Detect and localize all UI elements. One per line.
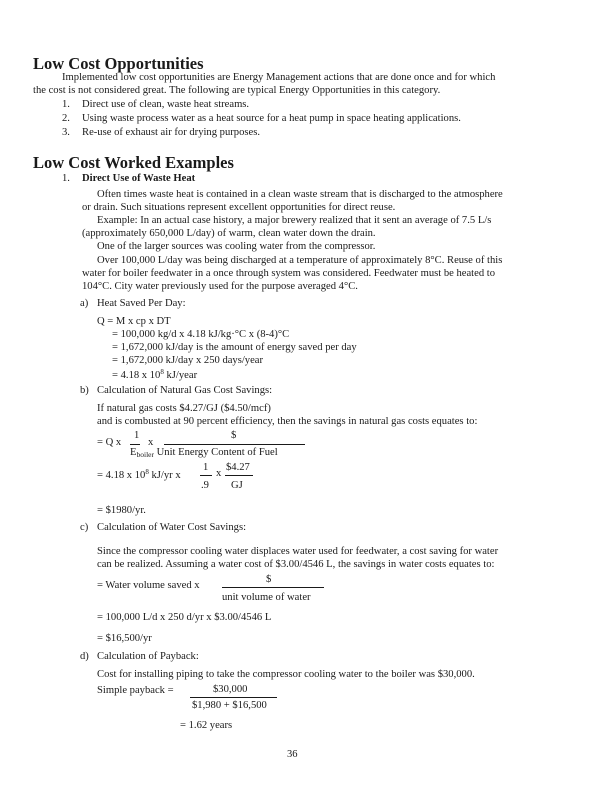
fraction-bar: [222, 587, 324, 588]
water-equation-1-numerator: $: [266, 574, 272, 585]
water-savings-result: = $16,500/yr: [97, 633, 152, 644]
heat-equation-q: Q = M x cp x DT: [97, 316, 171, 327]
gas-cost-text-1: If natural gas costs $4.27/GJ ($4.50/mcf): [97, 403, 271, 414]
opportunity-item-2: [62, 113, 461, 126]
payback-denominator: $1,980 + $16,500: [192, 700, 267, 711]
part-c-heading: [80, 522, 247, 535]
paragraph-4-line-3: 104°C. City water previously used for the purpose averaged 4°C.: [82, 281, 358, 292]
part-label: d): [80, 651, 89, 662]
part-label: c): [80, 522, 89, 533]
section-title-low-cost-opportunities: Low Cost Opportunities: [33, 54, 204, 73]
payback-text: Cost for installing piping to take the compressor cooling water to the boiler was $30,000.: [97, 669, 475, 680]
gas-equation-1-x: x: [148, 437, 154, 448]
gas-equation-1-numerator: 1: [134, 430, 140, 441]
payback-label: Simple payback =: [97, 685, 174, 696]
gas-cost-text-2: and is combusted at 90 percent efficiency, then the savings in natural gas costs equates to:: [97, 416, 478, 427]
gas-equation-2: = 4.18 x $10^8$ kJ/yr x: [97, 468, 181, 481]
fraction-bar: [130, 444, 140, 445]
gas-equation-1-prefix: = Q x: [97, 437, 122, 448]
part-label: b): [80, 385, 89, 396]
heat-equation-line-1: = 100,000 kg/d x 4.18 kJ/kg·°C x (8-4)°C: [112, 329, 290, 340]
paragraph-4-line-2: water for boiler feedwater in a once through system was considered. Feedwater must be heated to: [82, 268, 496, 279]
page-number: 36: [287, 749, 298, 760]
gas-equation-2-x: x: [216, 468, 222, 479]
item-text: Re-use of exhaust air for drying purposes.: [82, 127, 260, 138]
water-cost-text-2: can be realized. Assuming a water cost of $3.00/4546 L, the savings in water costs equates to:: [97, 559, 495, 570]
fraction-bar: [190, 697, 277, 698]
water-equation-1-prefix: = Water volume saved x: [97, 580, 200, 591]
exponent: 8: [145, 468, 149, 476]
gas-equation-2-num1: 1: [203, 462, 209, 473]
paragraph-3: One of the larger sources was cooling water from the compressor.: [97, 241, 376, 252]
item-number: 1.: [62, 173, 70, 184]
paragraph-1-line-2: or drain. Such situations represent excellent opportunities for direct reuse.: [82, 202, 396, 213]
part-title: Calculation of Payback:: [97, 651, 199, 662]
paragraph-2-line-2: (approximately 650,000 L/day) of warm, clean water down the drain.: [82, 228, 376, 239]
intro-line-2: the cost is not considered great. The following are typical Energy Opportunities in this category.: [33, 85, 441, 96]
payback-numerator: $30,000: [213, 684, 248, 695]
part-a-heading: [80, 298, 186, 311]
opportunity-item-3: [62, 127, 260, 140]
item-title: Direct Use of Waste Heat: [82, 173, 196, 184]
part-title: Heat Saved Per Day:: [97, 298, 186, 309]
intro-line-1: Implemented low cost opportunities are Energy Management actions that are done once and for which: [62, 72, 496, 83]
gas-equation-1-denominator: $E_{boiler}$ Unit Energy Content of Fuel: [130, 447, 278, 459]
heat-equation-line-3: = 1,672,000 kJ/day x 250 days/year: [112, 355, 264, 366]
item-number: 3.: [62, 127, 70, 138]
gas-equation-2-den1: .9: [201, 480, 209, 491]
heat-equation-line-2: = 1,672,000 kJ/day is the amount of energy saved per day: [112, 342, 357, 353]
water-equation-1-denominator: unit volume of water: [222, 592, 311, 603]
part-title: Calculation of Natural Gas Cost Savings:: [97, 385, 273, 396]
paragraph-1-line-1: Often times waste heat is contained in a clean waste stream that is discharged to the atmosphere: [97, 189, 503, 200]
water-equation-2: = 100,000 L/d x 250 d/yr x $3.00/4546 L: [97, 612, 272, 623]
item-number: 1.: [62, 99, 70, 110]
fraction-bar: [200, 475, 212, 476]
part-label: a): [80, 298, 89, 309]
example-item-heading: [62, 173, 196, 186]
paragraph-2-line-1: Example: In an actual case history, a major brewery realized that it sent an average of 7.5 L/s: [97, 215, 492, 226]
item-number: 2.: [62, 113, 70, 124]
water-cost-text-1: Since the compressor cooling water displaces water used for feedwater, a cost saving for water: [97, 546, 499, 557]
gas-equation-1-dollar: $: [231, 430, 237, 441]
part-b-heading: [80, 385, 273, 398]
section-title-worked-examples: Low Cost Worked Examples: [33, 153, 234, 172]
exponent: 8: [160, 368, 164, 376]
gas-savings-result: = $1980/yr.: [97, 505, 146, 516]
gas-equation-2-num2: $4.27: [226, 462, 250, 473]
subscript: boiler: [136, 450, 154, 459]
fraction-bar: [225, 475, 253, 476]
item-text: Using waste process water as a heat source for a heat pump in space heating applications.: [82, 113, 461, 124]
heat-equation-line-4: = 4.18 x $10^8$ kJ/year: [112, 368, 198, 381]
opportunity-item-1: [62, 99, 250, 112]
item-text: Direct use of clean, waste heat streams.: [82, 99, 250, 110]
fraction-bar: [164, 444, 305, 445]
gas-equation-2-den2: GJ: [231, 480, 243, 491]
part-d-heading: [80, 651, 199, 664]
payback-result: = 1.62 years: [180, 720, 233, 731]
part-title: Calculation of Water Cost Savings:: [97, 522, 247, 533]
paragraph-4-line-1: Over 100,000 L/day was being discharged at a temperature of approximately 8°C. Reuse of this: [97, 255, 503, 266]
